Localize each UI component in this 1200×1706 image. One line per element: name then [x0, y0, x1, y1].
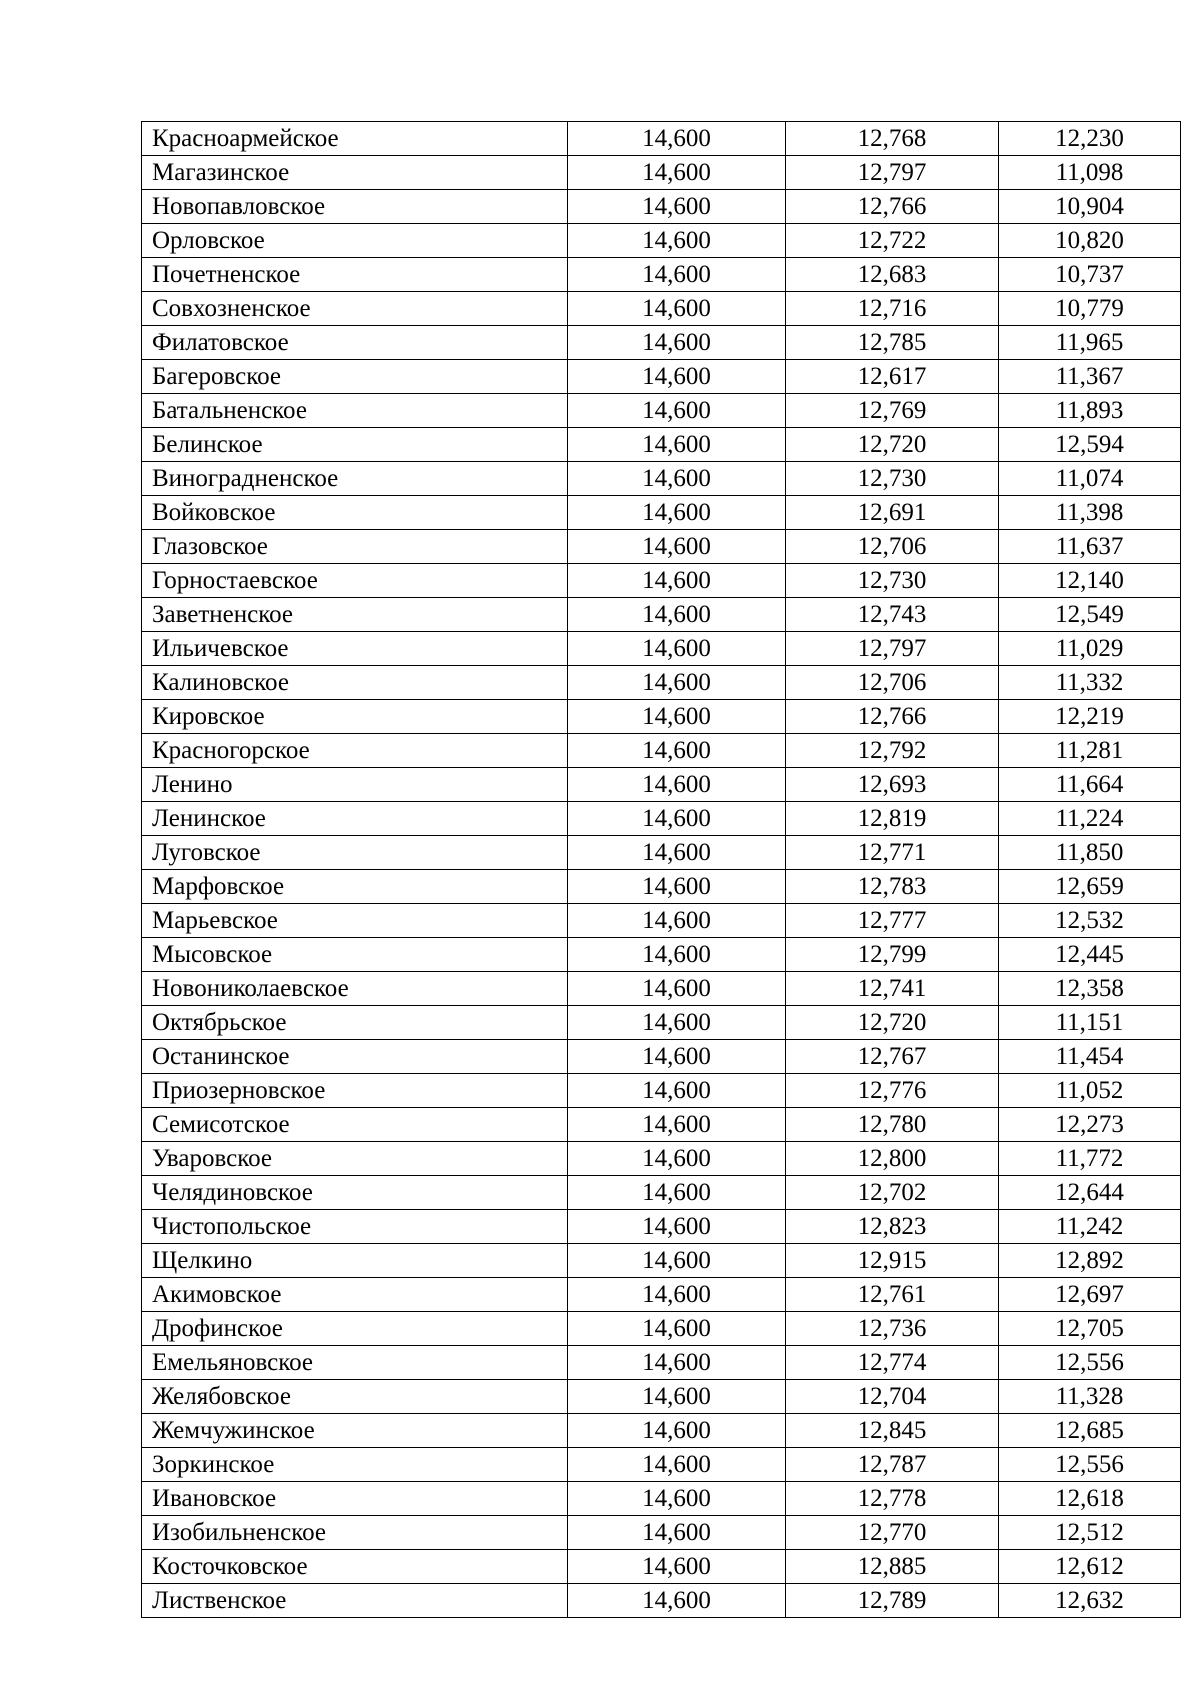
table-row [142, 224, 1181, 258]
value-column-1-cell: 14,600 [568, 122, 786, 156]
value-column-2-cell: 12,800 [786, 1142, 999, 1176]
value-column-3-cell: 11,367 [999, 360, 1181, 394]
value-column-3-cell: 12,685 [999, 1414, 1181, 1448]
value-column-2-cell: 12,797 [786, 632, 999, 666]
value-column-1-cell: 14,600 [568, 1108, 786, 1142]
table-row [142, 870, 1181, 904]
value-column-2-cell: 12,915 [786, 1244, 999, 1278]
value-column-1-cell: 14,600 [568, 1244, 786, 1278]
value-column-3-cell: 11,281 [999, 734, 1181, 768]
value-column-2-cell: 12,799 [786, 938, 999, 972]
value-column-1-cell: 14,600 [568, 870, 786, 904]
table-row [142, 1074, 1181, 1108]
table-row [142, 700, 1181, 734]
value-column-2-cell: 12,720 [786, 428, 999, 462]
value-column-3-cell: 12,556 [999, 1346, 1181, 1380]
value-column-3-cell: 12,892 [999, 1244, 1181, 1278]
value-column-1-cell: 14,600 [568, 428, 786, 462]
settlement-name-cell: Батальненское [142, 394, 568, 428]
table-row [142, 1142, 1181, 1176]
settlement-name-cell: Ленино [142, 768, 568, 802]
value-column-2-cell: 12,743 [786, 598, 999, 632]
value-column-2-cell: 12,730 [786, 462, 999, 496]
settlement-name-cell: Почетненское [142, 258, 568, 292]
settlement-name-cell: Орловское [142, 224, 568, 258]
table-row [142, 360, 1181, 394]
value-column-2-cell: 12,783 [786, 870, 999, 904]
settlement-name-cell: Виноградненское [142, 462, 568, 496]
value-column-3-cell: 12,445 [999, 938, 1181, 972]
value-column-3-cell: 11,328 [999, 1380, 1181, 1414]
settlement-name-cell: Щелкино [142, 1244, 568, 1278]
table-row [142, 666, 1181, 700]
value-column-1-cell: 14,600 [568, 938, 786, 972]
value-column-2-cell: 12,691 [786, 496, 999, 530]
value-column-1-cell: 14,600 [568, 258, 786, 292]
value-column-3-cell: 10,904 [999, 190, 1181, 224]
value-column-3-cell: 11,242 [999, 1210, 1181, 1244]
value-column-2-cell: 12,771 [786, 836, 999, 870]
value-column-1-cell: 14,600 [568, 292, 786, 326]
value-column-3-cell: 12,644 [999, 1176, 1181, 1210]
settlement-name-cell: Луговское [142, 836, 568, 870]
table-row [142, 1550, 1181, 1584]
table-row [142, 190, 1181, 224]
settlement-name-cell: Дрофинское [142, 1312, 568, 1346]
settlement-name-cell: Мысовское [142, 938, 568, 972]
table-row [142, 768, 1181, 802]
value-column-3-cell: 11,454 [999, 1040, 1181, 1074]
value-column-3-cell: 10,820 [999, 224, 1181, 258]
table-row [142, 428, 1181, 462]
value-column-3-cell: 11,850 [999, 836, 1181, 870]
settlement-name-cell: Ивановское [142, 1482, 568, 1516]
value-column-1-cell: 14,600 [568, 904, 786, 938]
table-row [142, 1448, 1181, 1482]
settlement-name-cell: Марьевское [142, 904, 568, 938]
value-column-1-cell: 14,600 [568, 1278, 786, 1312]
value-column-3-cell: 12,230 [999, 122, 1181, 156]
value-column-3-cell: 12,140 [999, 564, 1181, 598]
table-row [142, 530, 1181, 564]
table-row [142, 1006, 1181, 1040]
table-row [142, 496, 1181, 530]
settlement-name-cell: Магазинское [142, 156, 568, 190]
value-column-2-cell: 12,792 [786, 734, 999, 768]
value-column-1-cell: 14,600 [568, 1516, 786, 1550]
settlement-name-cell: Лиственское [142, 1584, 568, 1618]
value-column-2-cell: 12,720 [786, 1006, 999, 1040]
table-row [142, 1414, 1181, 1448]
value-column-1-cell: 14,600 [568, 632, 786, 666]
table-row [142, 1244, 1181, 1278]
value-column-2-cell: 12,706 [786, 530, 999, 564]
value-column-2-cell: 12,741 [786, 972, 999, 1006]
value-column-1-cell: 14,600 [568, 224, 786, 258]
table-row [142, 1176, 1181, 1210]
value-column-3-cell: 12,705 [999, 1312, 1181, 1346]
value-column-1-cell: 14,600 [568, 360, 786, 394]
value-column-2-cell: 12,797 [786, 156, 999, 190]
table-row [142, 122, 1181, 156]
settlement-name-cell: Войковское [142, 496, 568, 530]
value-column-2-cell: 12,702 [786, 1176, 999, 1210]
table-row [142, 836, 1181, 870]
settlement-name-cell: Изобильненское [142, 1516, 568, 1550]
value-column-2-cell: 12,776 [786, 1074, 999, 1108]
value-column-3-cell: 11,029 [999, 632, 1181, 666]
value-column-3-cell: 11,224 [999, 802, 1181, 836]
value-column-3-cell: 10,779 [999, 292, 1181, 326]
value-column-3-cell: 12,549 [999, 598, 1181, 632]
value-column-1-cell: 14,600 [568, 1380, 786, 1414]
value-column-3-cell: 11,637 [999, 530, 1181, 564]
table-row [142, 1380, 1181, 1414]
value-column-2-cell: 12,823 [786, 1210, 999, 1244]
value-column-2-cell: 12,704 [786, 1380, 999, 1414]
value-column-2-cell: 12,736 [786, 1312, 999, 1346]
value-column-2-cell: 12,706 [786, 666, 999, 700]
value-column-1-cell: 14,600 [568, 1414, 786, 1448]
value-column-2-cell: 12,766 [786, 190, 999, 224]
value-column-3-cell: 11,151 [999, 1006, 1181, 1040]
value-column-2-cell: 12,730 [786, 564, 999, 598]
settlement-name-cell: Акимовское [142, 1278, 568, 1312]
value-column-2-cell: 12,769 [786, 394, 999, 428]
table-row [142, 1584, 1181, 1618]
settlement-name-cell: Белинское [142, 428, 568, 462]
value-column-2-cell: 12,777 [786, 904, 999, 938]
settlement-name-cell: Филатовское [142, 326, 568, 360]
data-table [141, 121, 1181, 1618]
value-column-1-cell: 14,600 [568, 1312, 786, 1346]
settlement-name-cell: Семисотское [142, 1108, 568, 1142]
value-column-1-cell: 14,600 [568, 972, 786, 1006]
value-column-1-cell: 14,600 [568, 734, 786, 768]
value-column-3-cell: 12,273 [999, 1108, 1181, 1142]
table-body [142, 122, 1181, 1618]
value-column-3-cell: 11,332 [999, 666, 1181, 700]
value-column-2-cell: 12,766 [786, 700, 999, 734]
value-column-1-cell: 14,600 [568, 1006, 786, 1040]
value-column-2-cell: 12,785 [786, 326, 999, 360]
table-row [142, 564, 1181, 598]
value-column-1-cell: 14,600 [568, 1040, 786, 1074]
table-row [142, 938, 1181, 972]
settlement-name-cell: Приозерновское [142, 1074, 568, 1108]
value-column-1-cell: 14,600 [568, 496, 786, 530]
settlement-name-cell: Горностаевское [142, 564, 568, 598]
settlement-name-cell: Останинское [142, 1040, 568, 1074]
value-column-1-cell: 14,600 [568, 1142, 786, 1176]
settlement-name-cell: Красноармейское [142, 122, 568, 156]
value-column-1-cell: 14,600 [568, 190, 786, 224]
value-column-2-cell: 12,768 [786, 122, 999, 156]
value-column-3-cell: 10,737 [999, 258, 1181, 292]
value-column-3-cell: 12,512 [999, 1516, 1181, 1550]
value-column-1-cell: 14,600 [568, 1550, 786, 1584]
value-column-3-cell: 12,358 [999, 972, 1181, 1006]
settlement-name-cell: Калиновское [142, 666, 568, 700]
value-column-3-cell: 11,772 [999, 1142, 1181, 1176]
value-column-3-cell: 11,074 [999, 462, 1181, 496]
table-row [142, 1040, 1181, 1074]
settlement-name-cell: Глазовское [142, 530, 568, 564]
value-column-2-cell: 12,787 [786, 1448, 999, 1482]
table-row [142, 394, 1181, 428]
value-column-3-cell: 11,052 [999, 1074, 1181, 1108]
settlement-name-cell: Желябовское [142, 1380, 568, 1414]
value-column-2-cell: 12,780 [786, 1108, 999, 1142]
value-column-2-cell: 12,789 [786, 1584, 999, 1618]
table-row [142, 1210, 1181, 1244]
value-column-3-cell: 12,697 [999, 1278, 1181, 1312]
value-column-1-cell: 14,600 [568, 564, 786, 598]
settlement-name-cell: Ленинское [142, 802, 568, 836]
settlement-name-cell: Багеровское [142, 360, 568, 394]
table-row [142, 802, 1181, 836]
value-column-3-cell: 11,965 [999, 326, 1181, 360]
value-column-2-cell: 12,767 [786, 1040, 999, 1074]
settlement-name-cell: Новониколаевское [142, 972, 568, 1006]
value-column-3-cell: 12,532 [999, 904, 1181, 938]
value-column-3-cell: 12,632 [999, 1584, 1181, 1618]
value-column-3-cell: 12,618 [999, 1482, 1181, 1516]
settlement-name-cell: Жемчужинское [142, 1414, 568, 1448]
table-row [142, 326, 1181, 360]
value-column-3-cell: 11,893 [999, 394, 1181, 428]
settlement-name-cell: Челядиновское [142, 1176, 568, 1210]
table-row [142, 258, 1181, 292]
table-row [142, 462, 1181, 496]
value-column-3-cell: 11,398 [999, 496, 1181, 530]
settlement-name-cell: Новопавловское [142, 190, 568, 224]
value-column-1-cell: 14,600 [568, 836, 786, 870]
value-column-1-cell: 14,600 [568, 1584, 786, 1618]
value-column-1-cell: 14,600 [568, 802, 786, 836]
value-column-3-cell: 12,594 [999, 428, 1181, 462]
settlement-name-cell: Красногорское [142, 734, 568, 768]
value-column-1-cell: 14,600 [568, 156, 786, 190]
value-column-2-cell: 12,693 [786, 768, 999, 802]
value-column-2-cell: 12,774 [786, 1346, 999, 1380]
value-column-2-cell: 12,770 [786, 1516, 999, 1550]
value-column-3-cell: 12,659 [999, 870, 1181, 904]
value-column-1-cell: 14,600 [568, 1176, 786, 1210]
value-column-3-cell: 12,612 [999, 1550, 1181, 1584]
table-row [142, 1516, 1181, 1550]
value-column-3-cell: 11,664 [999, 768, 1181, 802]
value-column-1-cell: 14,600 [568, 1482, 786, 1516]
settlement-name-cell: Заветненское [142, 598, 568, 632]
table-row [142, 1108, 1181, 1142]
table-row [142, 904, 1181, 938]
value-column-2-cell: 12,716 [786, 292, 999, 326]
settlement-name-cell: Кировское [142, 700, 568, 734]
table-row [142, 632, 1181, 666]
value-column-2-cell: 12,761 [786, 1278, 999, 1312]
value-column-2-cell: 12,722 [786, 224, 999, 258]
table-row [142, 292, 1181, 326]
value-column-1-cell: 14,600 [568, 598, 786, 632]
value-column-1-cell: 14,600 [568, 1448, 786, 1482]
value-column-2-cell: 12,885 [786, 1550, 999, 1584]
table-row [142, 972, 1181, 1006]
value-column-2-cell: 12,683 [786, 258, 999, 292]
value-column-3-cell: 11,098 [999, 156, 1181, 190]
value-column-1-cell: 14,600 [568, 394, 786, 428]
settlement-name-cell: Емельяновское [142, 1346, 568, 1380]
settlement-name-cell: Ильичевское [142, 632, 568, 666]
value-column-1-cell: 14,600 [568, 768, 786, 802]
value-column-2-cell: 12,778 [786, 1482, 999, 1516]
table-row [142, 734, 1181, 768]
value-column-2-cell: 12,845 [786, 1414, 999, 1448]
value-column-1-cell: 14,600 [568, 1074, 786, 1108]
value-column-1-cell: 14,600 [568, 326, 786, 360]
settlement-name-cell: Марфовское [142, 870, 568, 904]
settlement-name-cell: Уваровское [142, 1142, 568, 1176]
value-column-1-cell: 14,600 [568, 666, 786, 700]
value-column-3-cell: 12,556 [999, 1448, 1181, 1482]
settlement-name-cell: Совхозненское [142, 292, 568, 326]
settlement-name-cell: Чистопольское [142, 1210, 568, 1244]
value-column-1-cell: 14,600 [568, 700, 786, 734]
value-column-3-cell: 12,219 [999, 700, 1181, 734]
settlement-name-cell: Октябрьское [142, 1006, 568, 1040]
table-row [142, 598, 1181, 632]
value-column-1-cell: 14,600 [568, 462, 786, 496]
value-column-2-cell: 12,819 [786, 802, 999, 836]
settlement-name-cell: Зоркинское [142, 1448, 568, 1482]
value-column-1-cell: 14,600 [568, 1346, 786, 1380]
value-column-1-cell: 14,600 [568, 1210, 786, 1244]
table-row [142, 1312, 1181, 1346]
value-column-1-cell: 14,600 [568, 530, 786, 564]
table-row [142, 1278, 1181, 1312]
value-column-2-cell: 12,617 [786, 360, 999, 394]
table-row [142, 156, 1181, 190]
table-row [142, 1346, 1181, 1380]
table-row [142, 1482, 1181, 1516]
settlement-name-cell: Косточковское [142, 1550, 568, 1584]
